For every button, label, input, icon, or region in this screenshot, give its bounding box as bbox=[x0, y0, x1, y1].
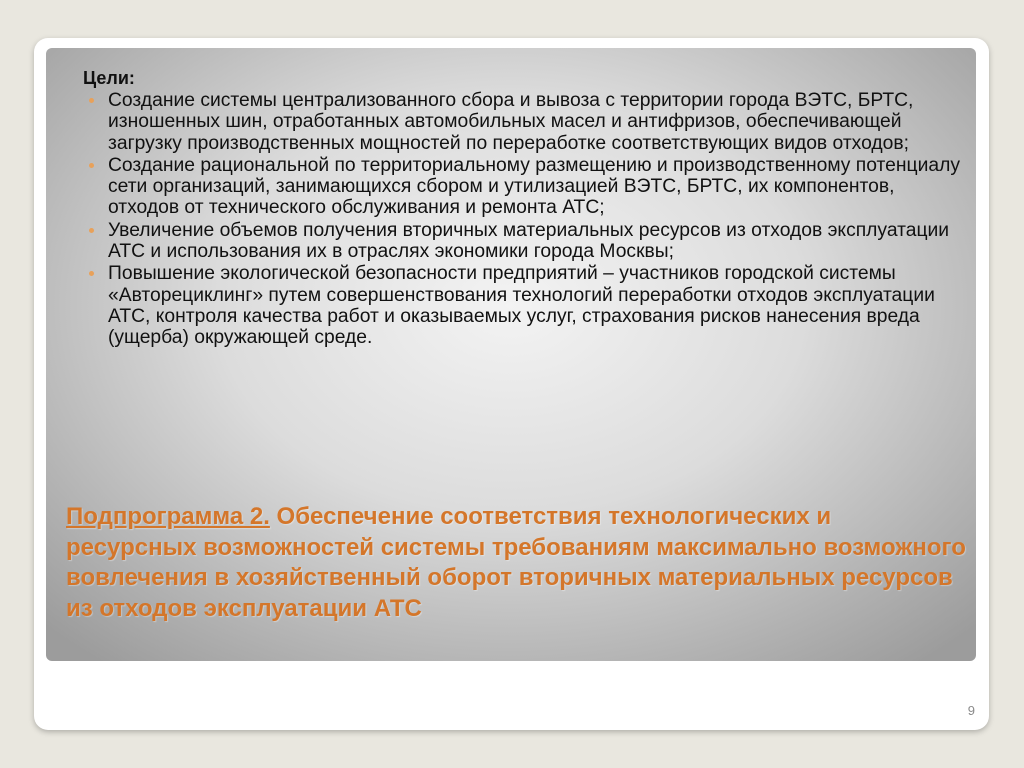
bullet-icon bbox=[89, 228, 94, 233]
subprogram-link[interactable]: Подпрограмма 2. bbox=[66, 503, 270, 530]
goal-text: Создание рациональной по территориальному размещению и производственному потенциалу сети организаций, занимающихся сбором и утилизацией ВЭТС, БРТС, их компонентов, отходов от технического обслуживания и ремонта АТС; bbox=[108, 154, 960, 219]
content-panel bbox=[46, 48, 976, 661]
goals-section bbox=[83, 68, 963, 350]
slide bbox=[34, 38, 989, 730]
bullet-icon bbox=[89, 163, 94, 168]
goal-item bbox=[83, 263, 963, 348]
goal-item bbox=[83, 155, 963, 219]
subprogram-title-text: Обеспечение соответствия технологических и ресурсных возможностей системы требованиям максимально возможного вовлечения в хозяйственный оборот вторичных материальных ресурсов из отходов эксплуатации АТС bbox=[66, 503, 966, 622]
goal-text: Увеличение объемов получения вторичных материальных ресурсов из отходов эксплуатации АТС и использования их в отраслях экономики города Москвы; bbox=[108, 219, 950, 263]
goal-item bbox=[83, 220, 963, 263]
subprogram-title bbox=[66, 502, 966, 624]
goals-list bbox=[83, 90, 963, 349]
bullet-icon bbox=[89, 271, 94, 276]
goal-item bbox=[83, 90, 963, 154]
goal-text: Повышение экологической безопасности предприятий – участников городской системы «Авторециклинг» путем совершенствования технологий переработки отходов эксплуатации АТС, контроля качества работ и оказываемых услуг, страхования рисков нанесения вреда (ущерба) окружающей среде. bbox=[108, 263, 935, 349]
goals-heading: Цели: bbox=[83, 68, 135, 88]
goal-text: Создание системы централизованного сбора и вывоза с территории города ВЭТС, БРТС, изношенных шин, отработанных автомобильных масел и антифризов, обеспечивающей загрузку производственных мощностей по переработке соответствующих видов отходов; bbox=[108, 90, 914, 154]
page-number: 9 bbox=[967, 703, 975, 718]
bullet-icon bbox=[89, 98, 94, 103]
